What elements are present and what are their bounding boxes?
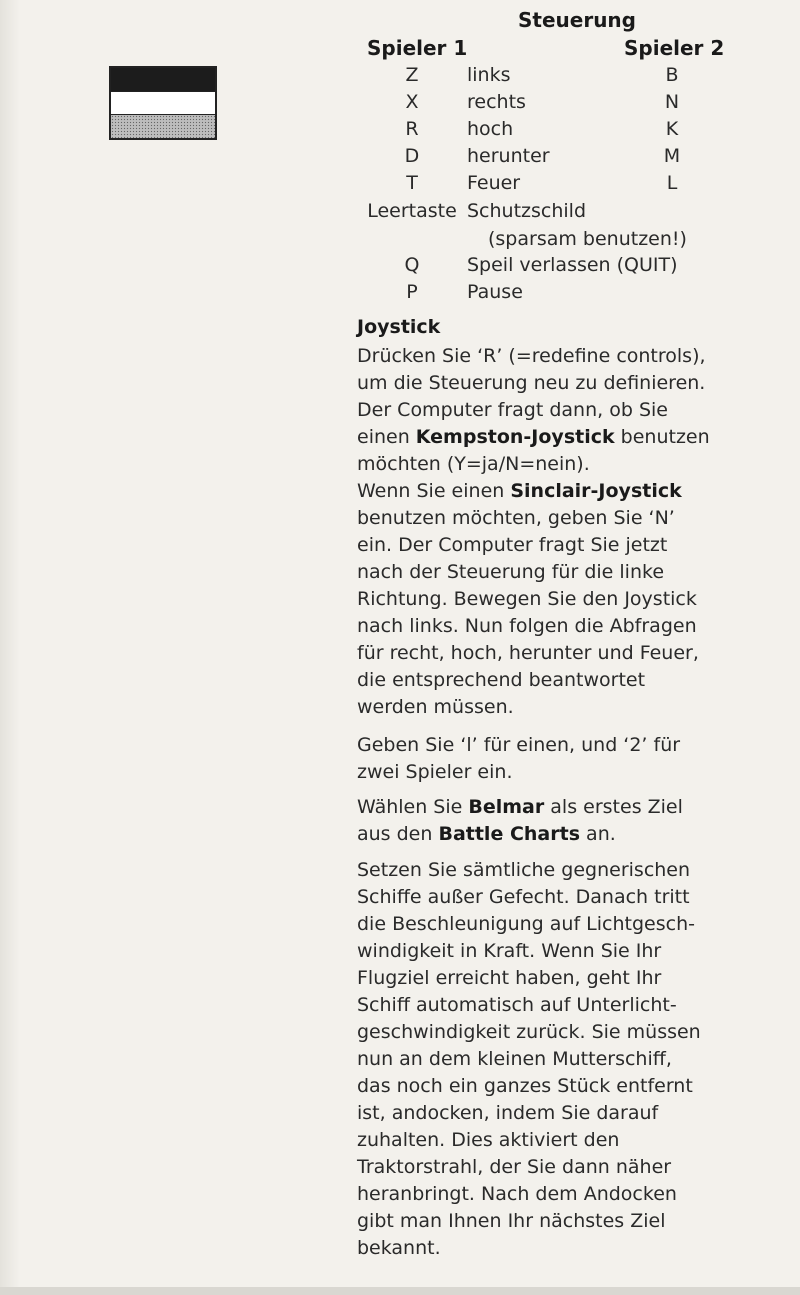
text-line: nun an dem kleinen Mutterschiff, <box>357 1048 672 1070</box>
player2-key: L <box>666 172 678 194</box>
mission-paragraph <box>357 857 797 1262</box>
control-action: Speil verlassen (QUIT) <box>467 254 678 276</box>
text-span: Wählen Sie <box>357 796 469 818</box>
player1-key: X <box>405 91 419 113</box>
controls-heading: Steuerung <box>518 8 636 32</box>
text-line: Traktorstrahl, der Sie dann näher <box>357 1156 672 1178</box>
text-line <box>357 424 797 451</box>
text-span: benutzen <box>614 426 710 448</box>
text-line <box>357 478 797 505</box>
player1-label: Spieler 1 <box>367 36 468 60</box>
flag-band-black <box>111 68 215 91</box>
control-row <box>357 254 797 281</box>
page-edge-shadow <box>0 0 20 1295</box>
text-line: ist, andocken, indem Sie darauf <box>357 1102 659 1124</box>
text-line: zwei Spieler ein. <box>357 761 513 783</box>
text-line: benutzen möchten, geben Sie ‘N’ <box>357 507 675 529</box>
text-line: das noch ein ganzes Stück entfernt <box>357 1075 693 1097</box>
control-action: Feuer <box>467 172 521 194</box>
text-line: werden müssen. <box>357 696 514 718</box>
page-bottom-edge <box>0 1287 800 1295</box>
text-line: Schiffe außer Gefecht. Danach tritt <box>357 886 690 908</box>
text-line: die entsprechend beantwortet <box>357 669 646 691</box>
text-line: möchten (Y=ja/N=nein). <box>357 453 590 475</box>
text-line: Richtung. Bewegen Sie den Joystick <box>357 588 697 610</box>
control-row <box>357 172 797 199</box>
text-line: nach links. Nun folgen die Abfragen <box>357 615 697 637</box>
control-action: hoch <box>467 118 514 140</box>
text-line: Flugziel erreicht haben, geht Ihr <box>357 967 662 989</box>
text-line <box>357 821 797 848</box>
control-action: herunter <box>467 145 550 167</box>
player2-key: B <box>665 64 679 86</box>
text-line <box>357 794 797 821</box>
text-line: windigkeit in Kraft. Wenn Sie Ihr <box>357 940 662 962</box>
text-line: die Beschleunigung auf Lichtgesch- <box>357 913 695 935</box>
control-action: Pause <box>467 281 523 303</box>
text-line: Schiff automatisch auf Unterlicht- <box>357 994 677 1016</box>
player1-key: P <box>406 281 418 303</box>
text-span: an. <box>580 823 616 845</box>
control-row <box>357 281 797 308</box>
flag-icon <box>109 66 217 140</box>
text-line: um die Steuerung neu zu definieren. <box>357 372 706 394</box>
text-span: einen <box>357 426 416 448</box>
control-row <box>357 91 797 118</box>
belmar-term: Belmar <box>468 796 545 818</box>
text-line: zuhalten. Dies aktiviert den <box>357 1129 620 1151</box>
text-line: Drücken Sie ‘R’ (=redefine controls), <box>357 345 706 367</box>
target-paragraph <box>357 794 797 848</box>
flag-band-grey <box>111 115 215 138</box>
player2-label: Spieler 2 <box>624 36 725 60</box>
sinclair-term: Sinclair-Joystick <box>510 480 682 502</box>
player1-key: Z <box>405 64 419 86</box>
players-paragraph <box>357 732 797 786</box>
player2-key: M <box>663 145 681 167</box>
text-span: Wenn Sie einen <box>357 480 511 502</box>
player2-key: N <box>664 91 680 113</box>
control-action: rechts <box>467 91 526 113</box>
text-line: heranbringt. Nach dem Andocken <box>357 1183 677 1205</box>
kempston-term: Kempston-Joystick <box>415 426 615 448</box>
text-line: bekannt. <box>357 1237 441 1259</box>
player1-key: T <box>406 172 418 194</box>
text-line: für recht, hoch, herunter und Feuer, <box>357 642 699 664</box>
control-row <box>357 145 797 172</box>
shield-note: (sparsam benutzen!) <box>488 228 687 250</box>
text-line: gibt man Ihnen Ihr nächstes Ziel <box>357 1210 666 1232</box>
text-line: nach der Steuerung für die linke <box>357 561 665 583</box>
player1-key: D <box>404 145 420 167</box>
joystick-paragraph <box>357 343 797 721</box>
control-action: Schutzschild <box>467 200 587 222</box>
text-line: Geben Sie ‘l’ für einen, und ‘2’ für <box>357 734 681 756</box>
flag-band-white <box>111 91 215 114</box>
control-action: links <box>467 64 511 86</box>
text-span: als erstes Ziel <box>544 796 683 818</box>
control-row <box>357 200 797 227</box>
text-line: Setzen Sie sämtliche gegnerischen <box>357 859 691 881</box>
text-line: geschwindigkeit zurück. Sie müssen <box>357 1021 701 1043</box>
joystick-heading: Joystick <box>357 316 441 338</box>
control-row <box>357 118 797 145</box>
player1-key: R <box>405 118 419 140</box>
player1-key: Leertaste <box>367 200 457 222</box>
control-row <box>357 64 797 91</box>
player2-key: K <box>665 118 679 140</box>
text-line: ein. Der Computer fragt Sie jetzt <box>357 534 668 556</box>
text-line: Der Computer fragt dann, ob Sie <box>357 399 668 421</box>
player1-key: Q <box>404 254 420 276</box>
battle-charts-term: Battle Charts <box>438 823 581 845</box>
text-span: aus den <box>357 823 439 845</box>
